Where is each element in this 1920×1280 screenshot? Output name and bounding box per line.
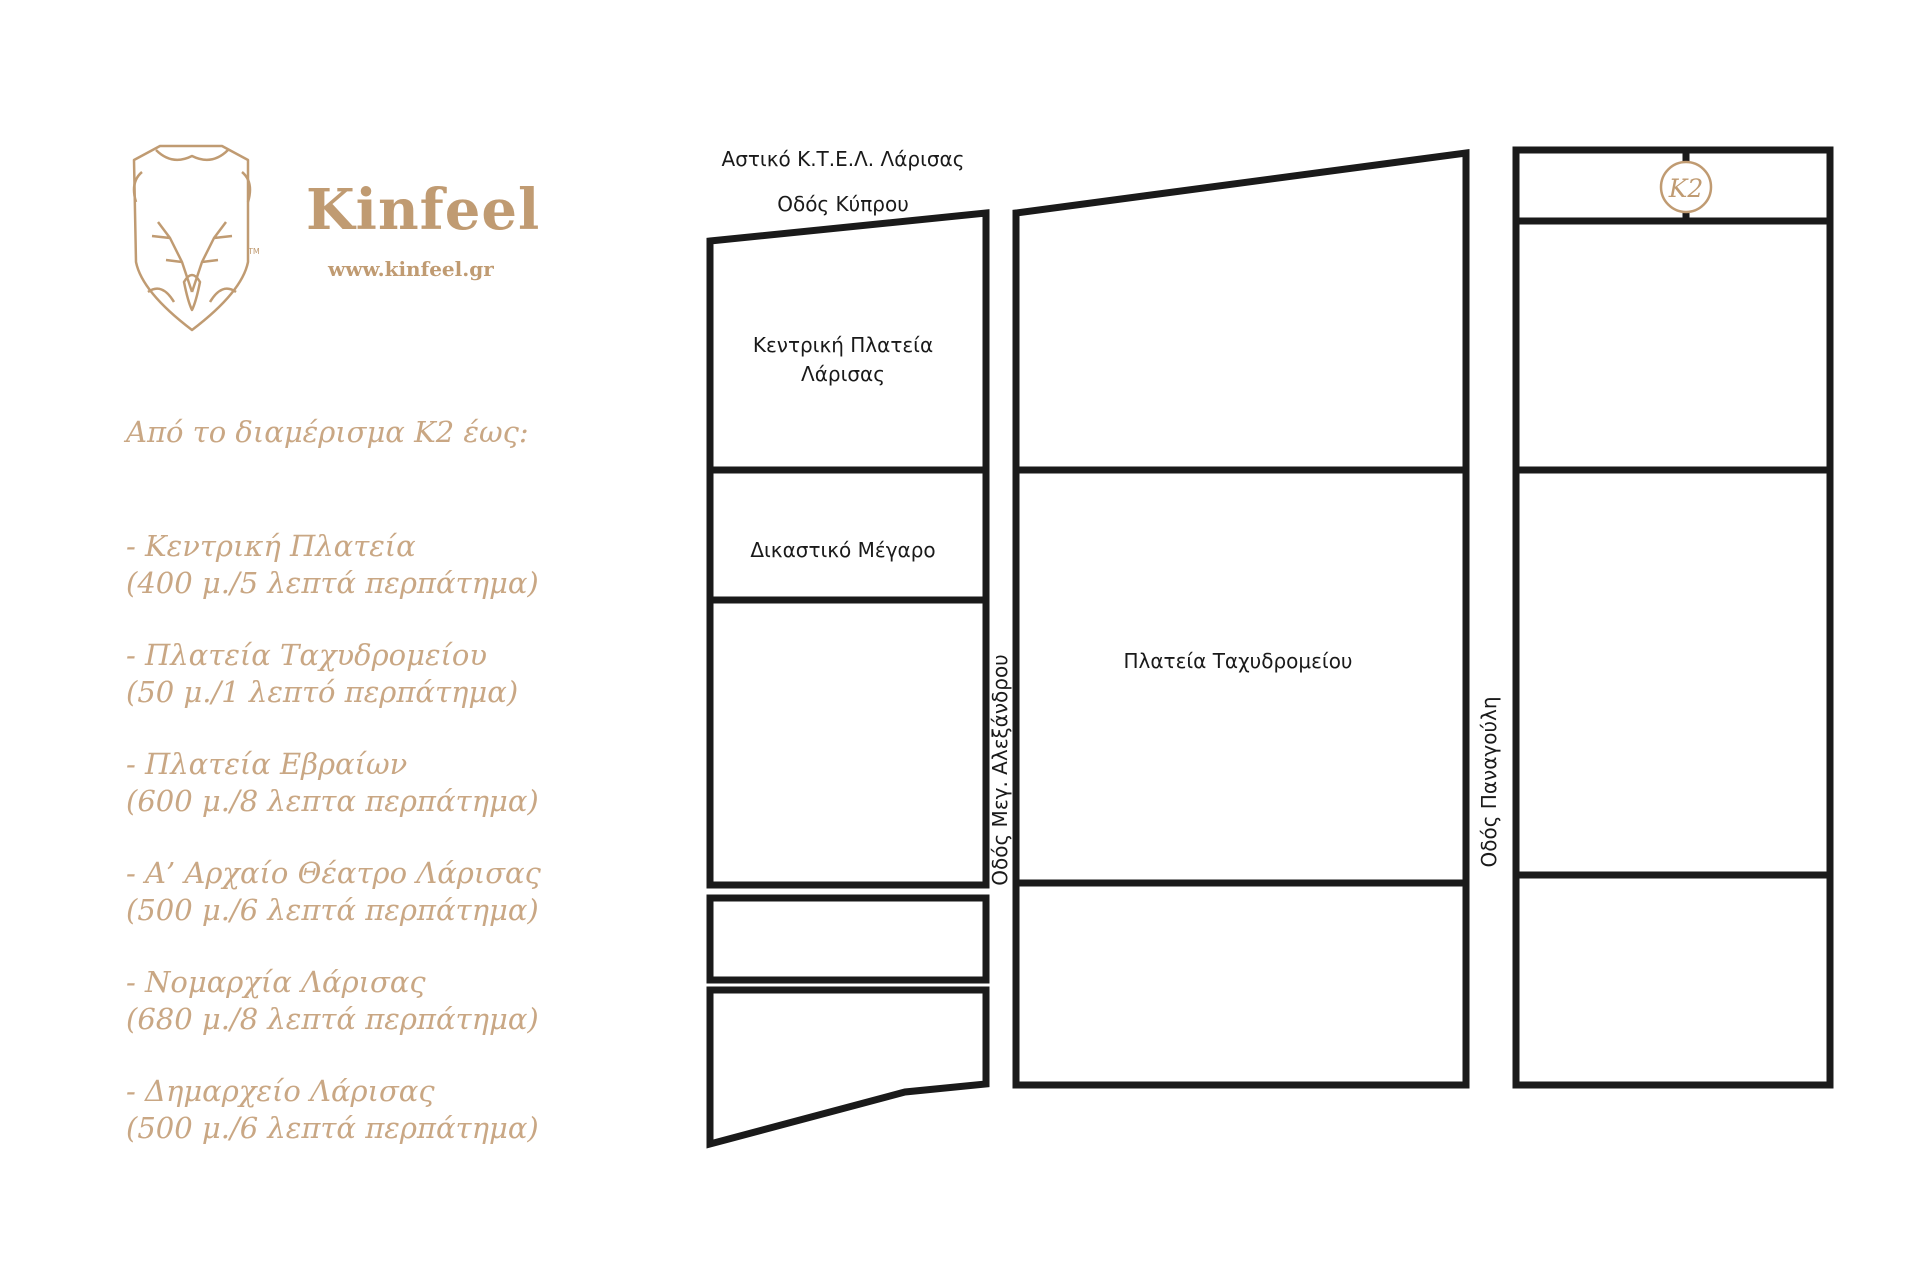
map-block-right-bottom <box>1516 875 1830 1085</box>
map-block-right-upper <box>1516 221 1830 470</box>
destination-name: - Πλατεία Εβραίων <box>126 747 408 781</box>
intro-heading: Από το διαμέρισμα Κ2 έως: <box>126 415 529 449</box>
label-kyprou-street: Οδός Κύπρου <box>777 192 909 216</box>
brand-url[interactable]: www.kinfeel.gr <box>328 257 494 281</box>
label-ktel: Αστικό Κ.Τ.Ε.Λ. Λάρισας <box>721 147 965 171</box>
destination-name: - Νομαρχία Λάρισας <box>126 965 426 999</box>
label-post-square: Πλατεία Ταχυδρομείου <box>1123 649 1353 673</box>
destination-detail: (600 μ./8 λεπτα περπάτημα) <box>126 784 539 818</box>
label-courthouse: Δικαστικό Μέγαρο <box>750 538 936 562</box>
brand-name: Kinfeel <box>306 177 541 243</box>
map-block-right-middle <box>1516 470 1830 875</box>
destination-detail: (500 μ./6 λεπτά περπάτημα) <box>126 1111 539 1145</box>
map-block-courthouse <box>710 470 986 600</box>
map-block-left-small <box>710 898 986 980</box>
label-alexandrou-street: Οδός Μεγ. Αλεξάνδρου <box>988 654 1012 886</box>
destination-detail: (50 μ./1 λεπτό περπάτημα) <box>126 675 519 709</box>
map-block-left-bottom <box>710 990 986 1144</box>
destination-detail: (400 μ./5 λεπτά περπάτημα) <box>126 566 539 600</box>
map-block-middle-top <box>1016 153 1466 470</box>
map-block-middle-bottom <box>1016 883 1466 1085</box>
k2-marker[interactable] <box>1661 150 1711 221</box>
map-block-post-square <box>1016 470 1466 883</box>
destination-name: - Δημαρχείο Λάρισας <box>126 1074 435 1108</box>
label-central-square-1: Κεντρική Πλατεία <box>752 333 934 357</box>
svg-text:TM: TM <box>248 247 260 256</box>
label-central-square-2: Λάρισας <box>801 362 885 386</box>
destination-detail: (680 μ./8 λεπτά περπάτημα) <box>126 1002 539 1036</box>
label-panagouli-street: Οδός Παναγούλη <box>1477 696 1501 868</box>
k2-marker-label: K2 <box>1668 174 1704 203</box>
destination-name: - Κεντρική Πλατεία <box>126 529 416 563</box>
destination-detail: (500 μ./6 λεπτά περπάτημα) <box>126 893 539 927</box>
destination-name: - Πλατεία Ταχυδρομείου <box>126 638 488 672</box>
destination-name: - Α’ Αρχαίο Θέατρο Λάρισας <box>126 856 541 890</box>
map-block-left-middle <box>710 600 986 885</box>
